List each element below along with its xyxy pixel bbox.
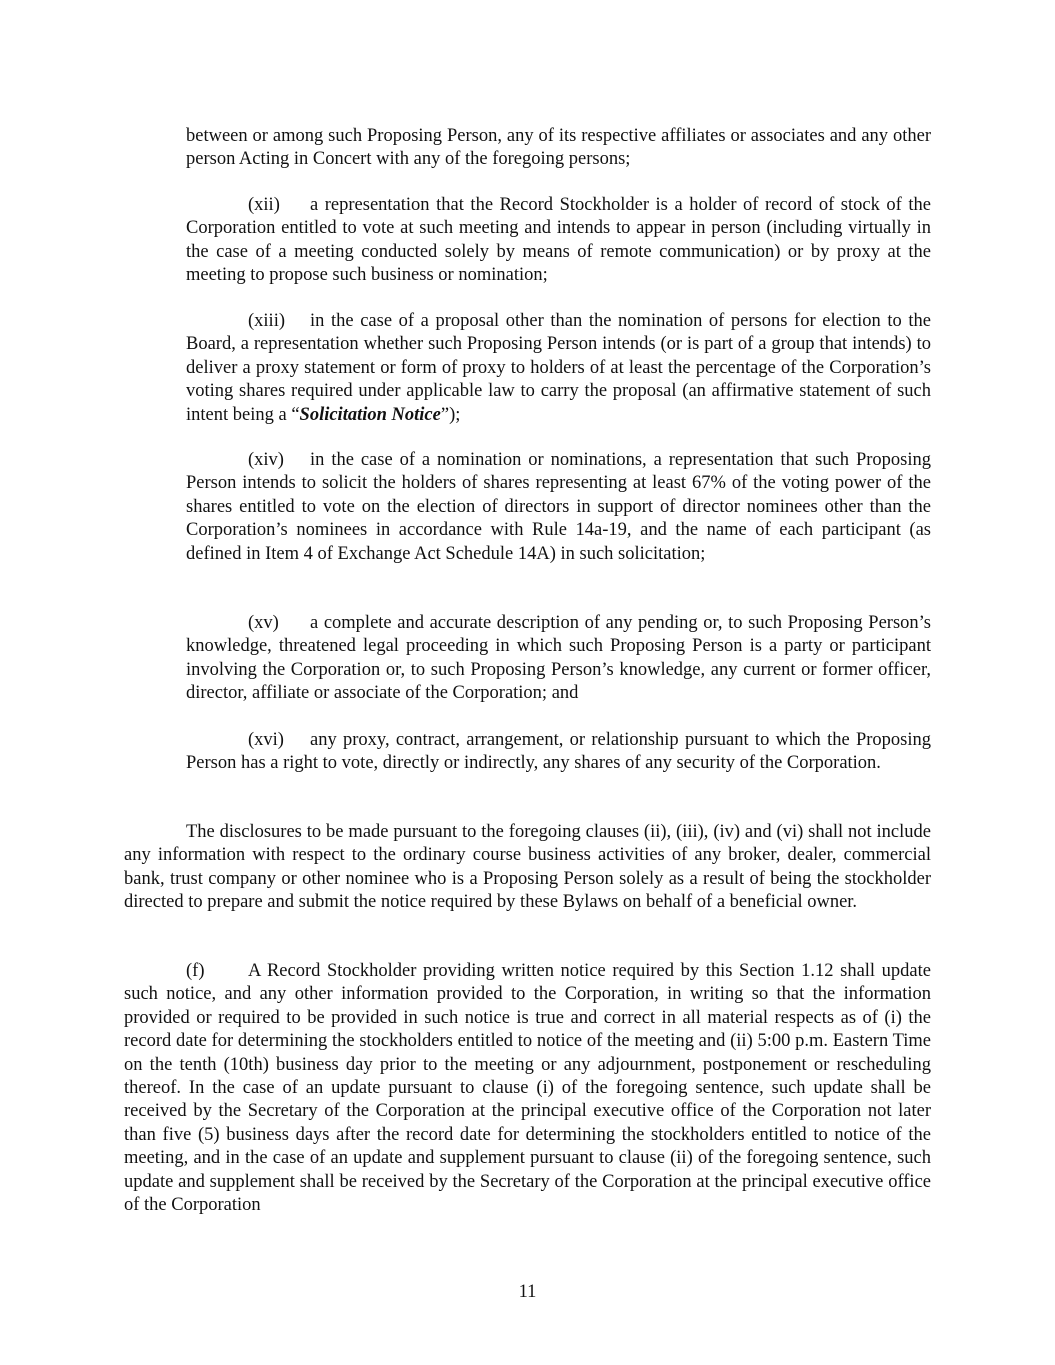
- defined-term-solicitation-notice: Solicitation Notice: [299, 404, 441, 425]
- clause-number-xiii: (xiii): [248, 311, 285, 331]
- paragraph-xv: [186, 612, 931, 706]
- clause-text-xiii: in the case of a proposal other than the nomination of persons for election to the Board, a representation whether such Proposing Person intends (or is part of a group that intends) to deliver a proxy statement or form of proxy to holders of at least the percentage of the Corporation’s voting shares required under applicable law to carry the proposal (an affirmative statement of such intent being a “: [186, 311, 931, 425]
- clause-number-xii: (xii): [248, 195, 280, 215]
- disclosures-text: The disclosures to be made pursuant to the foregoing clauses (ii), (iii), (iv) and (vi) shall not include any information with respect to the ordinary course business activities of any broker, dealer, commercial bank, trust company or other nominee who is a Proposing Person solely as a result of being the stockholder directed to prepare and submit the notice required by these Bylaws on behalf of a beneficial owner.: [124, 822, 931, 913]
- clause-text-xiv: in the case of a nomination or nominations, a representation that such Proposing Person intends to solicit the holders of shares representing at least 67% of the voting power of the shares entitled to vote on the election of directors in support of director nominees other than the Corporation’s nominees in accordance with Rule 14a-19, and the name of each participant (as defined in Item 4 of Exchange Act Schedule 14A) in such solicitation;: [186, 450, 931, 564]
- paragraph-f: [124, 960, 931, 1217]
- paragraph-xvi: [186, 729, 931, 776]
- clause-number-xv: (xv): [248, 613, 279, 633]
- clause-text-xii: a representation that the Record Stockholder is a holder of record of stock of the Corporation entitled to vote at such meeting and intends to appear in person (including virtually in the case of a meeting conducted solely by means of remote communication) or by proxy at the meeting to propose such business or nomination;: [186, 195, 931, 286]
- paragraph-continuation: [186, 125, 931, 172]
- section-text-f: A Record Stockholder providing written notice required by this Section 1.12 shall update such notice, and any other information provided to the Corporation, in writing so that the information provided or required to be provided in such notice is true and correct in all material respects as of (i) the record date for determining the stockholders entitled to notice of the meeting and (ii) 5:00 p.m. Eastern Time on the tenth (10th) business day prior to the meeting or any adjournment, postponement or rescheduling thereof. In the case of an update pursuant to clause (i) of the foregoing sentence, such update shall be received by the Secretary of the Corporation at the principal executive office of the Corporation not later than five (5) business days after the record date for determining the stockholders entitled to notice of the meeting, and in the case of an update and supplement pursuant to clause (ii) of the foregoing sentence, such update and supplement shall be received by the Secretary of the Corporation at the principal executive office of the Corporation: [124, 961, 931, 1216]
- clause-number-xiv: (xiv): [248, 450, 284, 470]
- clause-number-xvi: (xvi): [248, 730, 284, 750]
- paragraph-xii: [186, 194, 931, 288]
- section-number-f: (f): [186, 961, 205, 981]
- clause-text-xvi: any proxy, contract, arrangement, or relationship pursuant to which the Proposing Person has a right to vote, directly or indirectly, any shares of any security of the Corporation.: [186, 730, 931, 774]
- paragraph-disclosures: [124, 821, 931, 915]
- clause-text-xv: a complete and accurate description of any pending or, to such Proposing Person’s knowledge, threatened legal proceeding in which such Proposing Person is a party or participant involving the Corporation or, to such Proposing Person’s knowledge, any current or former officer, director, affiliate or associate of the Corporation; and: [186, 613, 931, 704]
- continuation-text: between or among such Proposing Person, any of its respective affiliates or associates and any other person Acting in Concert with any of the foregoing persons;: [186, 126, 931, 170]
- clause-text-xiii-end: ”);: [440, 404, 461, 425]
- paragraph-xiii: [186, 310, 931, 427]
- page-number: 11: [518, 1282, 537, 1302]
- paragraph-xiv: [186, 449, 931, 566]
